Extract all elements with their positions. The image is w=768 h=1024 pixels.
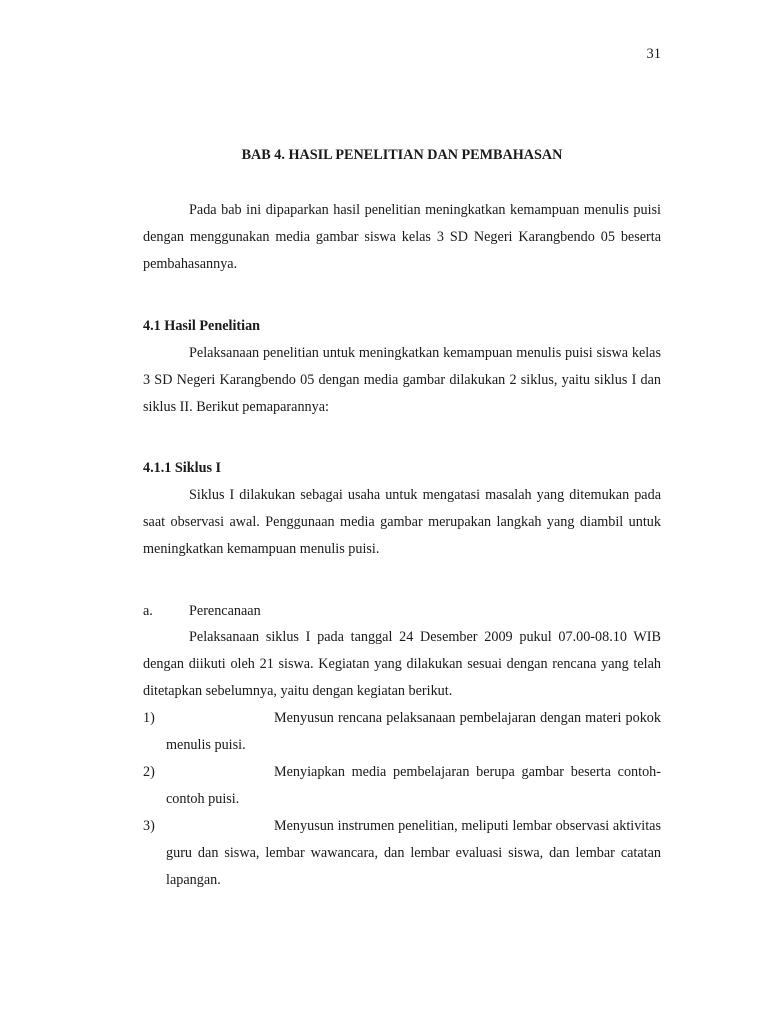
section-heading-4-1-1: 4.1.1 Siklus I <box>143 460 222 476</box>
list-item-number: 2) <box>143 764 155 780</box>
section-4-1-paragraph: Pelaksanaan penelitian untuk meningkatkan kemampuan menulis puisi siswa kelas 3 SD Negeri Karangbendo 05 dengan media gambar dilakukan 2 siklus, yaitu siklus I dan siklus II. Berikut pemaparannya: <box>143 345 661 415</box>
list-item-number: 1) <box>143 710 155 726</box>
section-4-1-block <box>143 340 661 421</box>
perencanaan-paragraph: Pelaksanaan siklus I pada tanggal 24 Desember 2009 pukul 07.00-08.10 WIB dengan diikuti oleh 21 siswa. Kegiatan yang dilakukan sesuai dengan rencana yang telah ditetapkan sebelumnya, yaitu dengan kegiatan berikut. <box>143 629 661 699</box>
subsection-label: Perencanaan <box>189 603 261 619</box>
section-heading-4-1: 4.1 Hasil Penelitian <box>143 318 261 334</box>
perencanaan-list <box>143 705 661 894</box>
list-item-text: Menyiapkan media pembelajaran berupa gambar beserta contoh-contoh puisi. <box>166 764 661 807</box>
section-4-1-1-block <box>143 482 661 563</box>
list-item-number: 3) <box>143 818 155 834</box>
intro-block <box>143 197 661 278</box>
chapter-title: BAB 4. HASIL PENELITIAN DAN PEMBAHASAN <box>241 147 563 163</box>
subsection-marker: a. <box>143 603 153 619</box>
list-item <box>143 759 661 813</box>
list-item-text: Menyusun rencana pelaksanaan pembelajaran dengan materi pokok menulis puisi. <box>166 710 661 753</box>
page-number: 31 <box>646 46 661 62</box>
list-item-text: Menyusun instrumen penelitian, meliputi lembar observasi aktivitas guru dan siswa, lembar wawancara, dan lembar evaluasi siswa, dan lembar catatan lapangan. <box>166 818 661 888</box>
list-item <box>143 705 661 759</box>
list-item <box>143 813 661 894</box>
section-4-1-1-paragraph: Siklus I dilakukan sebagai usaha untuk mengatasi masalah yang ditemukan pada saat observasi awal. Penggunaan media gambar merupakan langkah yang diambil untuk meningkatkan kemampuan menulis puisi. <box>143 487 661 557</box>
perencanaan-block <box>143 624 661 705</box>
intro-paragraph: Pada bab ini dipaparkan hasil penelitian meningkatkan kemampuan menulis puisi dengan menggunakan media gambar siswa kelas 3 SD Negeri Karangbendo 05 beserta pembahasannya. <box>143 202 661 272</box>
subsection-perencanaan <box>143 603 661 620</box>
